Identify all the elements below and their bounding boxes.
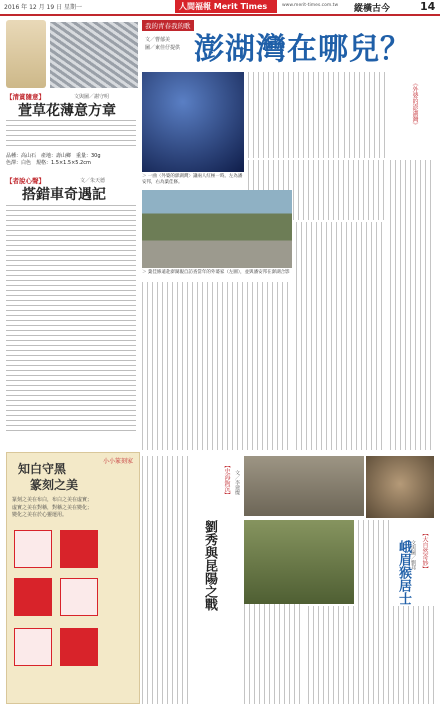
penghu-caption: ＞ 葉佳修遠赴澎湖親自訪查當年的外婆家（左圖），並與潘安邦在澎湖合影 — [142, 270, 290, 275]
singers-photo — [142, 72, 244, 172]
penghu-photo — [142, 190, 292, 268]
mid-body-right — [244, 600, 304, 704]
mid-byline: 文／李建燦 — [234, 470, 240, 495]
main-title: 澎湖灣在哪兒？ — [194, 32, 411, 67]
seal-desc: 篆刻之美在布白，布白之美在虛實； 虛實之美在對稱，對稱之美在變化； 變化之美在於心靈運用。 — [12, 497, 93, 518]
main-body-bottom-left — [142, 282, 292, 450]
right-title: 峨眉猴居士 — [396, 540, 411, 605]
main-body-upper-left — [248, 72, 340, 158]
mid-body-left — [142, 456, 192, 704]
item1-body — [6, 120, 136, 150]
main-body-sidebar — [344, 72, 386, 158]
right-body-lower — [308, 606, 438, 704]
main-tag: 我的青春我的歌 — [142, 20, 194, 31]
item2-body — [6, 205, 136, 435]
item1-tag: 【清賞隨意】 — [6, 93, 45, 101]
seal-stamp-5 — [14, 628, 52, 666]
header-rule — [0, 14, 440, 16]
newspaper-logo: 人間福報 Merit Times — [175, 0, 277, 13]
item1-info: 品種：高山石 產地：壽山鄉 重量：30g 色澤：白色 規格：1.5×1.5×5.2cm — [6, 153, 101, 166]
right-byline: 文與圖／劉邦 — [410, 540, 416, 570]
main-body-right — [390, 160, 434, 450]
section-title: 縱橫古今 — [354, 4, 391, 14]
item2-title: 搭錯車奇遇記 — [22, 187, 106, 203]
seal-title-2: 篆刻之美 — [30, 478, 79, 492]
seal-photo — [6, 20, 46, 88]
main-body-lower — [296, 222, 386, 450]
item1-byline: 文與圖／謝守明 — [74, 94, 110, 100]
sidebar-title: 《外婆的澎湖灣》 — [411, 80, 418, 128]
item2-byline: 文／朱天德 — [80, 178, 106, 184]
issue-date: 2016 年 12 月 19 日 星期一 — [4, 4, 82, 11]
seal-title-1: 知白守黑 — [18, 462, 67, 476]
website-url: www.merit-times.com.tw — [282, 3, 339, 8]
main-byline: 文／曹郁美 圖／東佳仔提供 — [145, 37, 181, 51]
seal-stamp-6 — [60, 628, 98, 666]
seal-side-label: 小小篆刻家 — [102, 458, 133, 465]
seal-stamp-4 — [60, 578, 98, 616]
monkey-photo-small — [366, 456, 434, 518]
monkeys-photo-bottom — [244, 520, 354, 604]
seal-stamp-3 — [14, 578, 52, 616]
page-number: 14 — [420, 0, 436, 13]
seal-stamp-2 — [60, 530, 98, 568]
item2-tag: 【者說心聲】 — [6, 177, 45, 185]
monkeys-photo-large — [244, 456, 364, 516]
right-tag: 【大自然奇妙】 — [421, 530, 428, 572]
mid-tag: 【史海鉤沉】 — [223, 462, 230, 498]
seal-side-photo — [50, 22, 138, 88]
seal-stamp-1 — [14, 530, 52, 568]
singers-caption: ＞ 一曲〈外婆的澎湖灣〉讓兩人紅極一時。左為潘安邦，右為葉佳修。 — [142, 174, 243, 185]
item1-title: 萱草花薄意方章 — [18, 103, 116, 119]
mid-title: 劉秀與昆陽之戰 — [202, 520, 217, 611]
